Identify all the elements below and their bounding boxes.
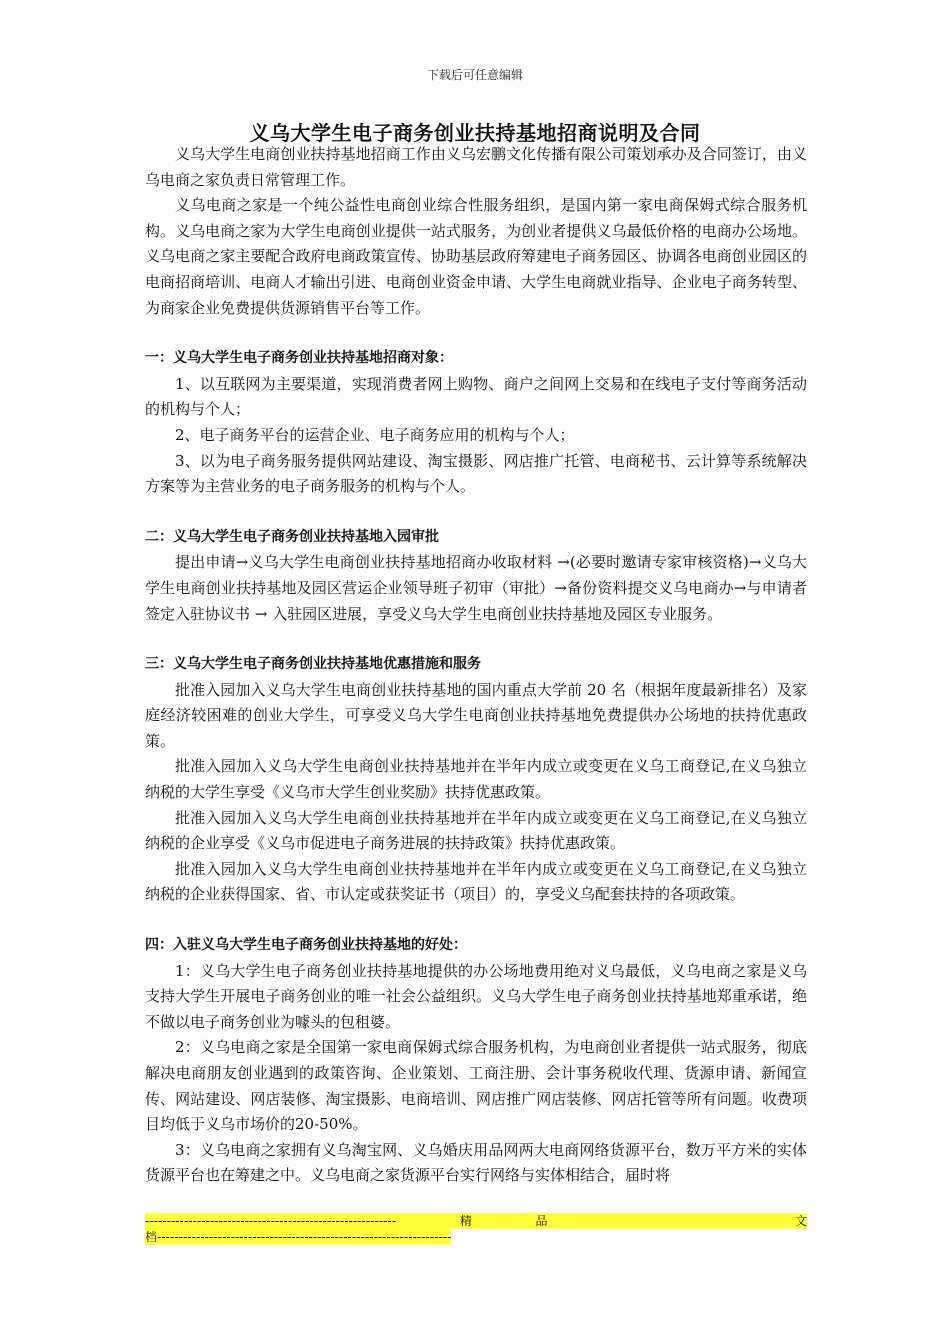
footer-watermark-band (145, 1213, 807, 1249)
section-paragraph: 批准入园加入义乌大学生电商创业扶持基地并在半年内成立或变更在义乌工商登记,在义乌独立纳税的企业获得国家、省、市认定或获奖证书（项目）的，享受义乌配套扶持的各项政策。 (145, 859, 807, 904)
section-paragraph: 批准入园加入义乌大学生电商创业扶持基地的国内重点大学前 20 名（根据年度最新排名）及家庭经济较困难的创业大学生，可享受义乌大学生电商创业扶持基地免费提供办公场地的扶持优惠政策。 (145, 680, 807, 750)
footer-word: 文 (794, 1214, 807, 1228)
section-paragraph: 批准入园加入义乌大学生电商创业扶持基地并在半年内成立或变更在义乌工商登记,在义乌独立纳税的大学生享受《义乌市大学生创业奖励》扶持优惠政策。 (145, 757, 807, 802)
document-body (145, 142, 807, 1189)
document-title: 义乌大学生电子商务创业扶持基地招商说明及合同 (249, 121, 701, 145)
footer-line-2: 档-------------------------------------------------------------------- (145, 1230, 452, 1244)
section-paragraph: 1、以互联网为主要渠道，实现消费者网上购物、商户之间网上交易和在线电子支付等商务活动的机构与个人； (145, 374, 807, 419)
footer-line-1 (145, 1213, 807, 1229)
intro-paragraph: 义乌电商之家是一个纯公益性电商创业综合性服务组织，是国内第一家电商保姆式综合服务机构。义乌电商之家为大学生电商创业提供一站式服务，为创业者提供义乌最低价格的电商办公场地。义乌电商之家主要配合政府电商政策宣传、协助基层政府筹建电子商务园区、协调各电商创业园区的电商招商培训、电商人才输出引进、电商创业资金申请、大学生电商就业指导、企业电子商务转型、为商家企业免费提供货源销售平台等工作。 (145, 196, 807, 317)
footer-word: 品 (535, 1214, 548, 1228)
section-paragraph: 2：义乌电商之家是全国第一家电商保姆式综合服务机构，为电商创业者提供一站式服务，彻底解决电商朋友创业遇到的政策咨询、企业策划、工商注册、会计事务税收代理、货源申请、新闻宣传、网站建设、网店装修、淘宝摄影、电商培训、网店推广网店装修、网店托管等所有问题。收费项目均低于义乌市场价的20-50%。 (145, 1038, 807, 1134)
section-heading: 四：入驻义乌大学生电子商务创业扶持基地的好处： (145, 937, 467, 954)
section-paragraph: 提出申请→义乌大学生电商创业扶持基地招商办收取材料 →(必要时邀请专家审核资格)→义乌大学生电商创业扶持基地及园区营运企业领导班子初审（审批）→备份资料提交义乌电商办→与申请者签定入驻协议书 → 入驻园区进展，享受义乌大学生电商创业扶持基地及园区专业服务。 (145, 553, 807, 623)
intro-paragraph: 义乌大学生电商创业扶持基地招商工作由义乌宏鹏文化传播有限公司策划承办及合同签订，由义乌电商之家负责日常管理工作。 (145, 145, 807, 189)
section-heading: 一：义乌大学生电子商务创业扶持基地招商对象： (145, 350, 453, 367)
footer-dashes: ---------------------------------------------------------- (145, 1214, 397, 1228)
section-heading: 三：义乌大学生电子商务创业扶持基地优惠措施和服务 (145, 656, 481, 673)
section-paragraph: 3、以为电子商务服务提供网站建设、淘宝摄影、网店推广托管、电商秘书、云计算等系统解决方案等为主营业务的电子商务服务的机构与个人。 (145, 451, 807, 496)
section-paragraph: 2、电子商务平台的运营企业、电子商务应用的机构与个人； (175, 425, 575, 444)
section-paragraph: 1：义乌大学生电子商务创业扶持基地提供的办公场地费用绝对义乌最低，义乌电商之家是义乌支持大学生开展电子商务创业的唯一社会公益组织。义乌大学生电子商务创业扶持基地郑重承诺，绝不做以电子商务创业为噱头的包租婆。 (145, 961, 807, 1031)
section-paragraph: 3：义乌电商之家拥有义乌淘宝网、义乌婚庆用品网两大电商网络货源平台，数万平方米的实体货源平台也在筹建之中。义乌电商之家货源平台实行网络与实体相结合，届时将 (145, 1140, 807, 1185)
header-note: 下载后可任意编辑 (426, 68, 523, 82)
section-paragraph: 批准入园加入义乌大学生电商创业扶持基地并在半年内成立或变更在义乌工商登记,在义乌独立纳税的企业享受《义乌市促进电子商务进展的扶持政策》扶持优惠政策。 (145, 808, 807, 853)
section-heading: 二：义乌大学生电子商务创业扶持基地入园审批 (145, 528, 439, 545)
footer-word: 精 (459, 1214, 472, 1228)
